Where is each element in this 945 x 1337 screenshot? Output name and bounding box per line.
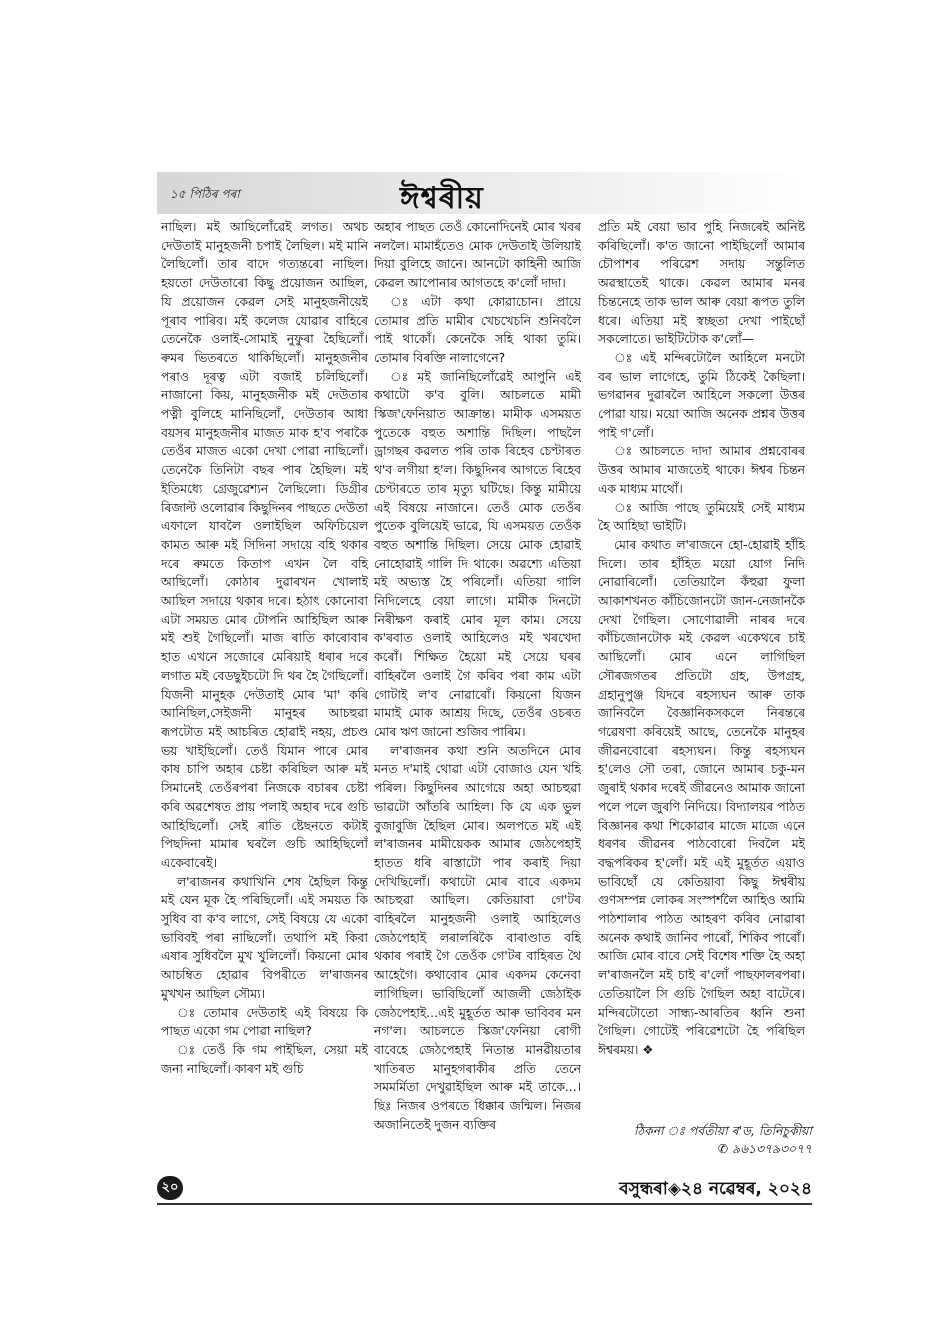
story-title: ঈশ্বৰীয়: [400, 181, 484, 216]
author-phone: ✆ ৯৬১৩৭৯৩০৭৭: [717, 1142, 812, 1156]
magazine-name: বসুন্ধৰা: [619, 1179, 668, 1199]
paragraph: প্ৰতি মই বেয়া ভাব পুহি নিজৰেই অনিষ্ট কৰিছিলোঁ। ক'ত জানো পাইছিলোঁ আমাৰ চৌপাশৰ পৰিৱেশ সদায় সন্তুলিত অৱস্থাতেই থাকে। কেৱল আমাৰ মনৰ চিন্তনেহে তাক ভাল আৰু বেয়া ৰূপত তুলি ধৰে। এতিয়া মই স্বচ্ছতা দেখা পাইছোঁ সকলোতে। ভাইটিটোক ক'লোঁ—: [598, 220, 805, 347]
diamond-icon: ◈: [667, 1179, 681, 1199]
author-address: ঠিকনা ঃ পৰ্বতীয়া ৰ'ড, তিনিচুকীয়া: [634, 1124, 812, 1138]
footer-masthead: [520, 1176, 812, 1204]
article-body: [157, 218, 813, 1168]
paragraph: ল'ৰাজনৰ কথাখিনি শেষ হৈছিল কিন্তু মই যেন মূক হৈ পৰিছিলোঁ। এই সময়ত কি সুধিব বা ক'ব লাগে, সেই বিষয়ে যে একো ভাবিবই পৰা নাছিলোঁ। তথাপি মই কিবা এষাৰ সুধিবলৈ মুখ খুলিলোঁ। কিয়নো মোৰ আচম্বিত হোৱাৰ বিপৰীতে ল'ৰাজনৰ মুখখন আছিল সৌম্য।: [161, 874, 368, 1001]
paragraph: ঃ মই জানিছিলোঁৱেই আপুনি এই কথাটো ক'ব বুলি। আচলতে মামী স্কিজ'ফেনিয়াত আক্ৰান্ত। মামীক এসময়ত পুতেকে বহুত অশান্তি দিছিল। পাছলৈ ড্ৰাগছৰ কৱলত পৰি তাক ৰিহেব চেণ্টাৰত থ'ব লগীয়া হ'ল। কিছুদিনৰ আগতে ৰিহেব চেণ্টাৰতে তাৰ মৃত্যু ঘটিছে। কিন্তু মামীয়ে এই বিষয়ে নাজানে। তেওঁ মোক তেওঁৰ পুতেক বুলিয়েই ভাৱে, যি এসময়ত তেওঁক বহুত অশান্তি দিছিল। সেয়ে মোক হোৱাই নোহোৱাই গালি দি থাকে। অৱশ্যে এতিয়া মই অভ্যস্ত হৈ পৰিলোঁ। এতিয়া গালি নিদিলেহে বেয়া লাগে। মামীক দিনটো নিৰীক্ষণ কৰাই মোৰ মূল কাম। সেয়ে ক'ৰবাত ওলাই আহিলেও মই খৰখেদা কৰোঁ। শিক্ষিত হৈয়ো মই সেয়ে ঘৰৰ বাহিৰলৈ ওলাই গৈ কৰিব পৰা কাম এটা গোটাই ল'ব নোৱাৰোঁ। কিয়নো যিজন মামাই মোক আশ্ৰয় দিছে, তেওঁৰ ওচৰত মোৰ ঋণ জানো শুজিব পাৰিম।: [374, 369, 581, 739]
page-number: ২০: [157, 1176, 183, 1200]
column-2: [374, 218, 581, 1168]
paragraph: মোৰ কথাত ল'ৰাজনে হো-হোৱাই হাঁহি দিলে। তাৰ হাঁহিত ময়ো যোগ নিদি নোৱাৰিলোঁ। তেতিয়ালৈ কঁহুৱা ফুলা আকাশখনত কাঁচিজোনটো জান-নেজানকৈ দেখা গৈছিল। সোণোৱালী নাৰৰ দৰে কাঁচিজোনটোক মই কেৱল একেথৰে চাই আছিলোঁ। মোৰ এনে লাগিছিল সৌৰজগতৰ প্ৰতিটো গ্ৰহ, উপগ্ৰহ, গ্ৰহানুপুঞ্জ যিদৰে ৰহস্যঘন আৰু তাক জানিবলৈ বৈজ্ঞানিকসকলে নিৰন্তৰে গৱেষণা কৰিয়েই আছে, তেনেকৈ মানুহৰ জীৱনবোৰো ৰহস্যঘন। কিন্তু ৰহস্যঘন হ'লেও সৌ তৰা, জোনে আমাৰ চকু-মন জুৰাই থকাৰ দৰেই জীৱনেও আমাক জানো পলে পলে জুৰণি নিদিয়ে। বিদ্যালয়ৰ পাঠত বিজ্ঞানৰ কথা শিকোৱাৰ মাজে মাজে এনে ধৰণৰ জীৱনৰ পাঠবোৰো দিবলৈ মই বদ্ধপৰিকৰ হ'লোঁ। মই এই মুহূৰ্তত এয়াও ভাবিছোঁ যে কেতিয়াবা কিছু ঈশ্বৰীয় গুণসম্পন্ন লোকৰ সংস্পৰ্শলৈ আহিও আমি পাঠশালাৰ পাঠত আহৰণ কৰিব নোৱাৰা অনেক কথাই জানিব পাৰোঁ, শিকিব পাৰোঁ। আজি মোৰ বাবে সেই বিশেষ শক্তি হৈ অহা ল'ৰাজনলৈ মই চাই ৰ'লোঁ পাছফালৰপৰা। তেতিয়ালৈ সি গুচি গৈছিল অহা বাটেৰে। মন্দিৰটোতো সান্ধ্য-আৰতিৰ ধ্বনি শুনা গৈছিল। গোটেই পৰিৱেশটো হৈ পৰিছিল ঈশ্বৰময়। ❖: [598, 537, 805, 1057]
column-1: [161, 218, 368, 1168]
paragraph: ল'ৰাজনৰ কথা শুনি অতদিনে মোৰ মনত দ'মাই থোৱা এটা বোজাও যেন খহি পৰিল। কিছুদিনৰ আগেয়ে অহা আচহুৱা ভাৱটো আঁতৰি আহিল। কি যে এক ভুল বুজাবুজি হৈছিল মোৰ। অলপতে মই এই ল'ৰাজনৰ মামীয়েকক আমাৰ জেঠপেহাই হাতত ধৰি ৰাস্তাটো পাৰ কৰাই দিয়া দেখিছিলোঁ। কথাটো মোৰ বাবে একদম আচহুৱা আছিল। কেতিয়াবা গে'টৰ বাহিৰলৈ মানুহজনী ওলাই আহিলেও জেঠপেহাই লৰালৰিকৈ বাৰাণ্ডাত বহি থকাৰ পৰাই গৈ তেওঁক গে'টৰ বাহিৰত থৈ আহেগৈ। কথাবোৰ মোৰ একদম কেনেবা লাগিছিল। ভাবিছিলোঁ আজলী জেঠাইক জেঠপেহাই...এই মুহূৰ্তত আৰু ভাবিবৰ মন নগ'ল। আচলতে স্কিজ'ফেনিয়া ৰোগী বাবেহে জেঠপেহাই নিতান্ত মানৱীয়তাৰ খাতিৰত মানুহগৰাকীৰ প্ৰতি তেনে সমমৰ্মিতা দেখুৱাইছিল আৰু মই তাকে...। ছিঃ নিজৰ ওপৰতে ধিক্কাৰ জন্মিল। নিজৰ অজানিতেই দুজন ব্যক্তিৰ: [374, 743, 581, 1132]
paragraph: ঃ এই মন্দিৰটোলৈ আহিলে মনটো বৰ ভাল লাগেহে, তুমি ঠিকেই কৈছিলা। ভগৱানৰ দুৱাৰলৈ আহিলে সকলো উত্তৰ পোৱা যায়। ময়ো আজি অনেক প্ৰশ্নৰ উত্তৰ পাই গ'লোঁ।: [598, 350, 805, 440]
paragraph: ঃ তেওঁ কি গম পাইছিল, সেয়া মই জনা নাছিলোঁ। কাৰণ মই গুচি: [161, 1042, 368, 1076]
footer-rule: [157, 1203, 812, 1205]
paragraph: ঃ আচলতে দাদা আমাৰ প্ৰশ্নবোৰৰ উত্তৰ আমাৰ মাজতেই থাকে। ঈশ্বৰ চিন্তন এক মাধ্যম মাথোঁ।: [598, 444, 805, 496]
paragraph: ঃ আজি পাছে তুমিয়েই সেই মাধ্যম হৈ আহিছা ভাইটি।: [598, 500, 805, 534]
paragraph: ঃ তোমাৰ দেউতাই এই বিষয়ে কি পাছত একো গম পোৱা নাছিল?: [161, 1005, 368, 1039]
author-signature: [600, 1122, 812, 1158]
column-3: [598, 218, 805, 1168]
paragraph: অহাৰ পাছত তেওঁ কোনোদিনেই মোৰ খবৰ নললৈ। মামাহঁতেও মোক দেউতাই উলিয়াই দিয়া বুলিহে জানে। আনটো কাহিনী আজি কেৱল আপোনাৰ আগতহে ক'লোঁ দাদা।: [374, 220, 581, 291]
header-band: [157, 172, 811, 214]
continuation-note: ১৫ পিঠিৰ পৰা: [170, 187, 240, 201]
issue-date: ২৪ নৱেম্বৰ, ২০২৪: [680, 1179, 812, 1199]
paragraph: ঃ এটা কথা কোৱাচোন। প্ৰায়ে তোমাৰ প্ৰতি মামীৰ খেচখেচনি শুনিবলৈ পাই থাকোঁ। কেনেকৈ সহি থাকা তুমি। তোমাৰ বিৰক্তি নালাগেনে?: [374, 294, 581, 365]
paragraph: নাছিল। মই আছিলোঁৱেই লগত। অথচ দেউতাই মানুহজনী চপাই লৈছিল। মই মানি লৈছিলোঁ। তাৰ বাদে গত্যন্তৰো নাছিল। হয়তো দেউতাৰো কিছু প্ৰয়োজন আছিল, যি প্ৰয়োজন কেৱল সেই মানুহজনীয়েই পূৰাব পাৰিব। মই কলেজ যোৱাৰ বাহিৰে তেনেকৈ ওলাই-সোমাই নুফুৰা হৈছিলোঁ। ৰুমৰ ভিতৰতে থাকিছিলোঁ। মানুহজনীৰ পৰাও দূৰত্ব এটা বজাই চলিছিলোঁ। নাজানো কিয়, মানুহজনীক মই দেউতাৰ পত্নী বুলিহে মানিছিলোঁ, দেউতাৰ আধা বয়সৰ মানুহজনীৰ মাজত মাক হ'ব পৰাকৈ তেওঁৰ মাজত একো দেখা পোৱা নাছিলোঁ। তেনেকৈ তিনিটা বছৰ পাৰ হৈছিল। মই ইতিমধ্যে গ্ৰেজুৱেশ্যন লৈছিলো। ডিগ্ৰীৰ ৰিজাল্ট ওলোৱাৰ কিছুদিনৰ পাছতে দেউতা এফালে যাবলৈ ওলাইছিল অফিচিয়েল কামত আৰু মই সিদিনা সদায়ে বহি থকাৰ দৰে ৰুমতে কিতাপ এখন লৈ বহি আছিলোঁ। কোঠাৰ দুৱাৰখন খোলাই আছিল সদায়ে থকাৰ দৰে। হঠাৎ কোনোবা এটা সময়ত মোৰ টোপনি আহিছিল আৰু মই শুই গৈছিলোঁ। মাজ ৰাতি কাৰোবাৰ হাত এখনে সজোৰে মেৰিয়াই ধৰাৰ দৰে লগাত মই বেডছুইচটো দি থৰ হৈ গৈছিলোঁ। যিজনী মানুহক দেউতাই মোৰ 'মা' কৰি আনিছিল,সেইজনী মানুহৰ আচহুৱা ৰূপটোত মই আচৰিত হোৱাই নহয়, প্ৰচণ্ড ভয় খাইছিলোঁ। তেওঁ যিমান পাৰে মোৰ কাষ চাপি অহাৰ চেষ্টা কৰিছিল আৰু মই সিমানেই তেওঁৰপৰা নিজকে বচাৰৰ চেষ্টা কৰি অৱশেষত প্ৰায় পলাই অহাৰ দৰে গুচি আহিছিলোঁ। সেই ৰাতি ষ্টেছনতে কটাই পিছদিনা মামাৰ ঘৰলৈ গুচি আহিছিলোঁ একেবাৰেই।: [161, 220, 368, 870]
